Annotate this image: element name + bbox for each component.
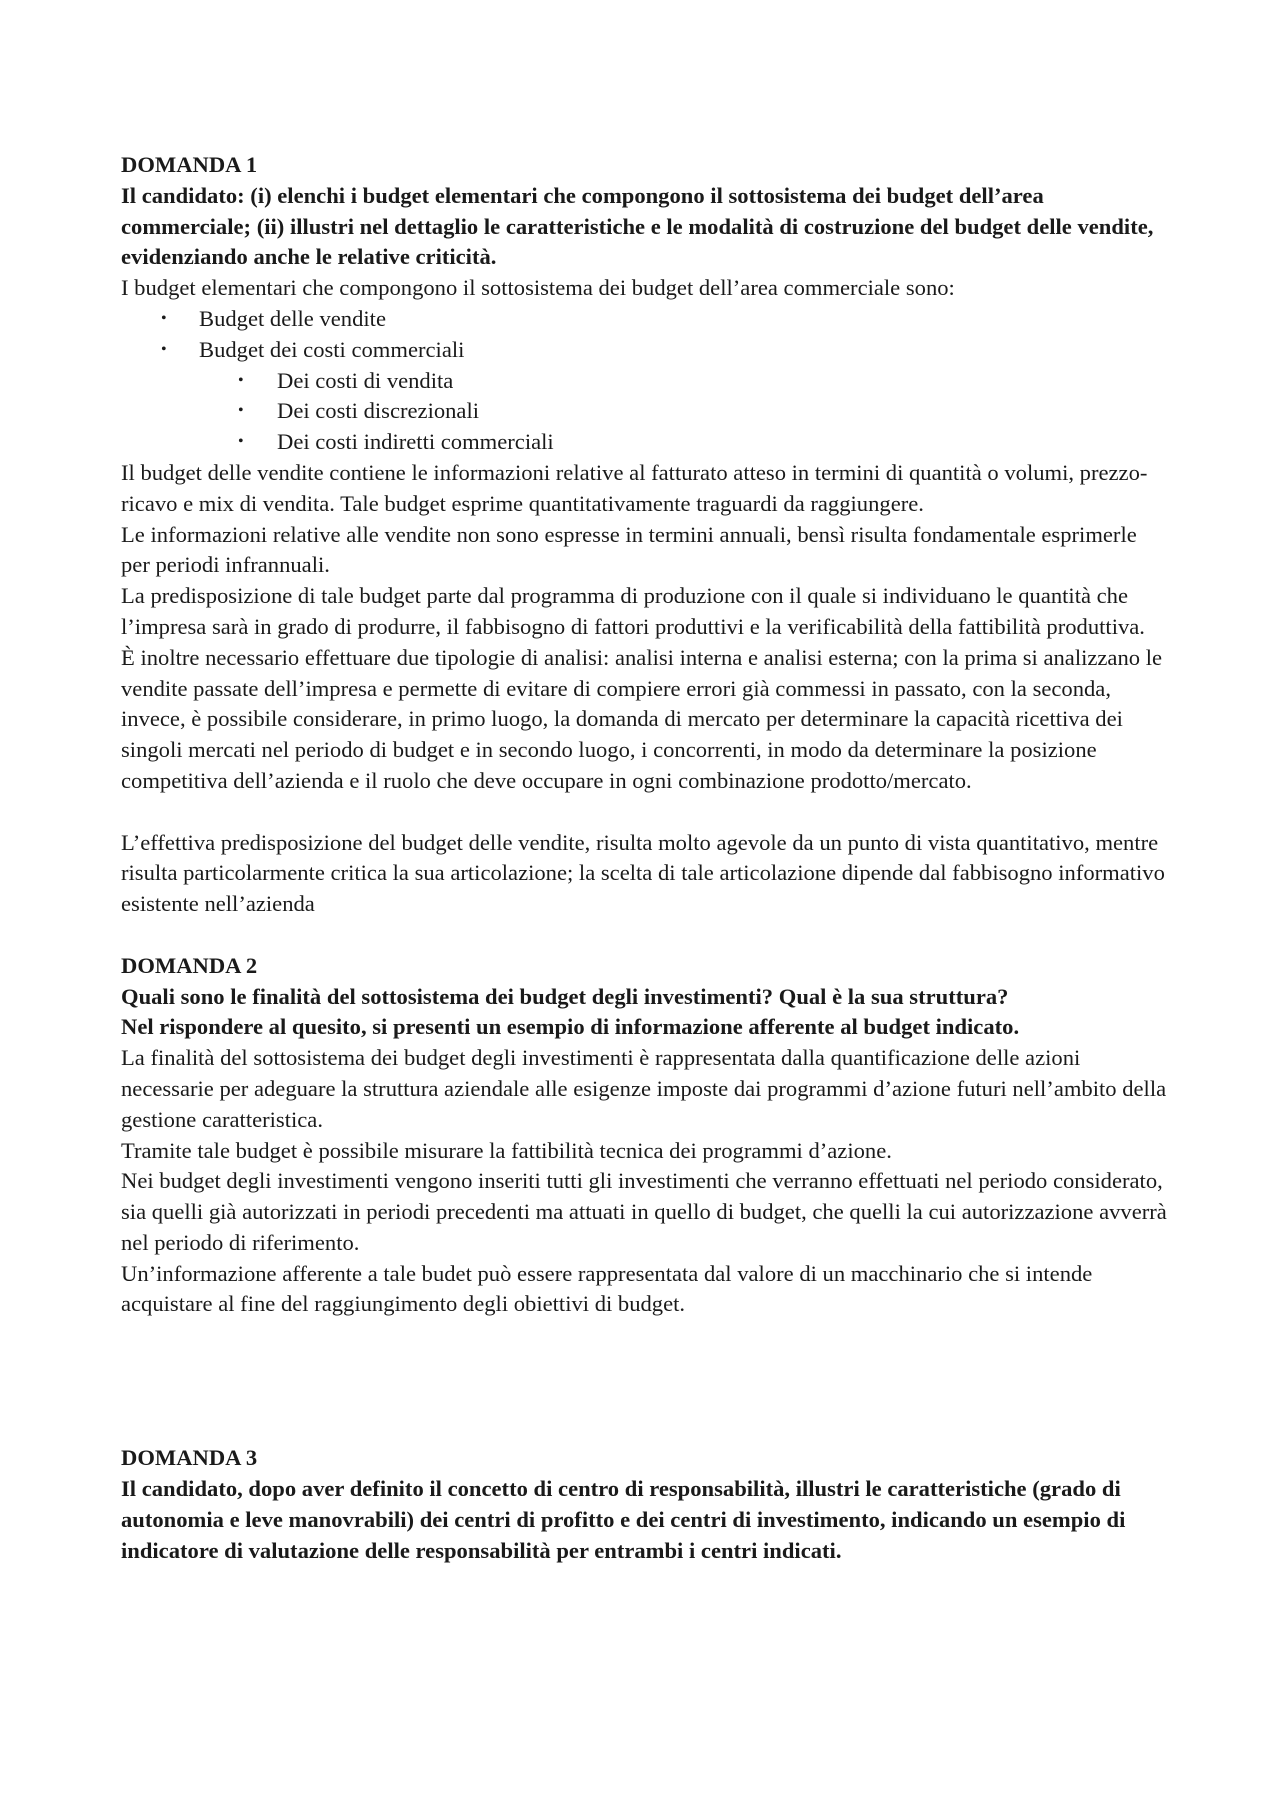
document-page — [121, 150, 1171, 1566]
list-item-label: Dei costi di vendita — [277, 367, 454, 393]
domanda-3-heading: DOMANDA 3 — [121, 1445, 258, 1471]
domanda-1-paragraph: La predisposizione di tale budget parte dal programma di produzione con il quale si individuano le quantità che l’impresa sarà in grado di produrre, il fabbisogno di fattori produttivi e la verificabilità della fattibilità produttiva. — [121, 583, 1145, 639]
bullet-icon: • — [238, 402, 244, 420]
domanda-1-paragraph: È inoltre necessario effettuare due tipologie di analisi: analisi interna e analisi esterna; con la prima si analizzano le vendite passate dell’impresa e permette di evitare di compiere errori già commessi in passato, con la seconda, invece, è possibile considerare, in primo luogo, la domanda di mercato per determinare la capacità ricettiva dei singoli mercati nel periodo di budget e in secondo luogo, i concorrenti, in modo da determinare la posizione competitiva dell’azienda e il ruolo che deve occupare in ogni combinazione prodotto/mercato. — [121, 644, 1163, 793]
bullet-icon: • — [238, 371, 244, 389]
domanda-1-question: Il candidato: (i) elenchi i budget elementari che compongono il sottosistema dei budget dell’area commerciale; (ii) illustri nel dettaglio le caratteristiche e le modalità di costruzione del budget delle vendite, evidenziando anche le relative criticità. — [121, 182, 1154, 270]
blank-line — [121, 797, 1171, 828]
budget-list — [121, 304, 1171, 366]
domanda-1-paragraph: Le informazioni relative alle vendite non sono espresse in termini annuali, bensì risulta fondamentale esprimerle per periodi infrannuali. — [121, 521, 1137, 578]
bullet-icon: • — [238, 433, 244, 451]
list-item-label: Budget dei costi commerciali — [199, 336, 465, 362]
domanda-2-question: Nel rispondere al quesito, si presenti un esempio di informazione afferente al budget indicato. — [121, 1014, 1020, 1040]
list-item-label: Dei costi discrezionali — [277, 398, 480, 424]
domanda-2-paragraph: Un’informazione afferente a tale budet può essere rappresentata dal valore di un macchinario che si intende acquistare al fine del raggiungimento degli obiettivi di budget. — [121, 1260, 1093, 1317]
domanda-1-paragraph: Il budget delle vendite contiene le informazioni relative al fatturato atteso in termini di quantità o volumi, prezzo-ricavo e mix di vendita. Tale budget esprime quantitativamente traguardi da raggiungere. — [121, 459, 1148, 516]
list-item — [121, 396, 1171, 427]
list-item — [121, 304, 1171, 335]
domanda-2-question: Quali sono le finalità del sottosistema dei budget degli investimenti? Qual è la sua struttura? — [121, 983, 1009, 1009]
domanda-2-paragraph: Tramite tale budget è possibile misurare la fattibilità tecnica dei programmi d’azione. — [121, 1137, 892, 1163]
blank-line — [121, 920, 1171, 951]
domanda-2-paragraph: Nei budget degli investimenti vengono inseriti tutti gli investimenti che verranno effettuati nel periodo considerato, sia quelli già autorizzati in periodi precedenti ma attuati in quello di budget, che quelli la cui autorizzazione avverrà nel periodo di riferimento. — [121, 1168, 1167, 1255]
list-item — [121, 366, 1171, 397]
domanda-1-heading: DOMANDA 1 — [121, 152, 258, 177]
domanda-1-intro: I budget elementari che compongono il sottosistema dei budget dell’area commerciale sono: — [121, 275, 955, 301]
costi-sublist — [121, 366, 1171, 458]
list-item — [121, 427, 1171, 458]
list-item-label: Dei costi indiretti commerciali — [277, 429, 554, 455]
blank-space — [121, 1320, 1171, 1443]
domanda-2-paragraph: La finalità del sottosistema dei budget degli investimenti è rappresentata dalla quantificazione delle azioni necessarie per adeguare la struttura aziendale alle esigenze imposte dai programmi d’azione futuri nell’ambito della gestione caratteristica. — [121, 1045, 1167, 1132]
list-item-label: Budget delle vendite — [199, 305, 386, 331]
list-item — [121, 335, 1171, 366]
bullet-icon: • — [161, 340, 167, 358]
bullet-icon: • — [161, 309, 167, 327]
domanda-1-paragraph: L’effettiva predisposizione del budget delle vendite, risulta molto agevole da un punto di vista quantitativo, mentre risulta particolarmente critica la sua articolazione; la scelta di tale articolazione dipende dal fabbisogno informativo esistente nell’azienda — [121, 829, 1165, 917]
domanda-2-heading: DOMANDA 2 — [121, 952, 258, 978]
domanda-3-question: Il candidato, dopo aver definito il concetto di centro di responsabilità, illustri le caratteristiche (grado di autonomia e leve manovrabili) dei centri di profitto e dei centri di investimento, indicando un esempio di indicatore di valutazione delle responsabilità per entrambi i centri indicati. — [121, 1476, 1126, 1563]
